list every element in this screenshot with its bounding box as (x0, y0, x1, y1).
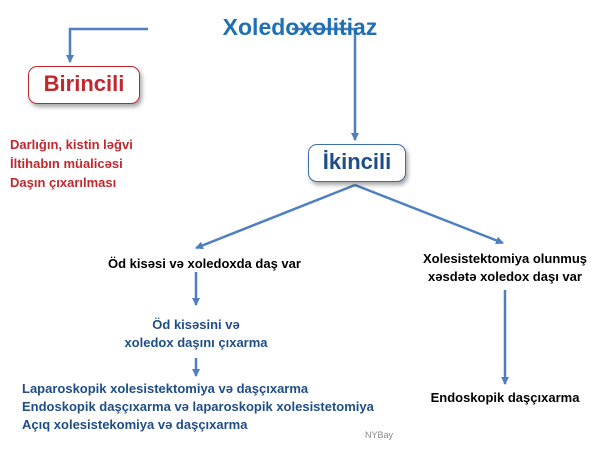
arrow-secondary-to-right-branch (355, 185, 503, 243)
right-branch-label-line: Xolesistektomiya olunmuş (423, 251, 587, 266)
arrow-secondary-to-left-branch (196, 185, 355, 248)
step-line: Öd kisəsini və (152, 317, 240, 332)
secondary-box: İkincili (308, 144, 406, 182)
right-branch-label (405, 250, 600, 286)
left-branch-step (108, 316, 284, 352)
method-item: Laparoskopik xolesistektomiya və daşçıxarma (22, 381, 309, 396)
footer-tag: NYBay (365, 430, 394, 440)
arrow-title-to-secondary (292, 29, 355, 140)
right-branch-label-line: xəsdətə xoledox daşı var (428, 269, 582, 284)
primary-item: İltihabın müalicəsi (10, 156, 123, 171)
primary-item: Daşın çıxarılması (10, 175, 117, 190)
step-line: xoledox daşını çıxarma (124, 335, 268, 350)
right-branch-method: Endoskopik daşçıxarma (430, 390, 580, 405)
left-branch-methods (22, 380, 374, 434)
primary-item: Darlığın, kistin ləğvi (10, 137, 133, 152)
primary-box: Birincili (28, 66, 140, 104)
diagram-title: Xoledoxolitiaz (222, 14, 378, 40)
left-branch-label: Öd kisəsi və xoledoxda daş var (108, 256, 301, 271)
primary-list (10, 135, 133, 192)
method-item: Açıq xolesistekomiya və daşçıxarma (22, 417, 248, 432)
method-item: Endoskopik daşçıxarma və laparoskopik xolesistetomiya (22, 399, 374, 414)
